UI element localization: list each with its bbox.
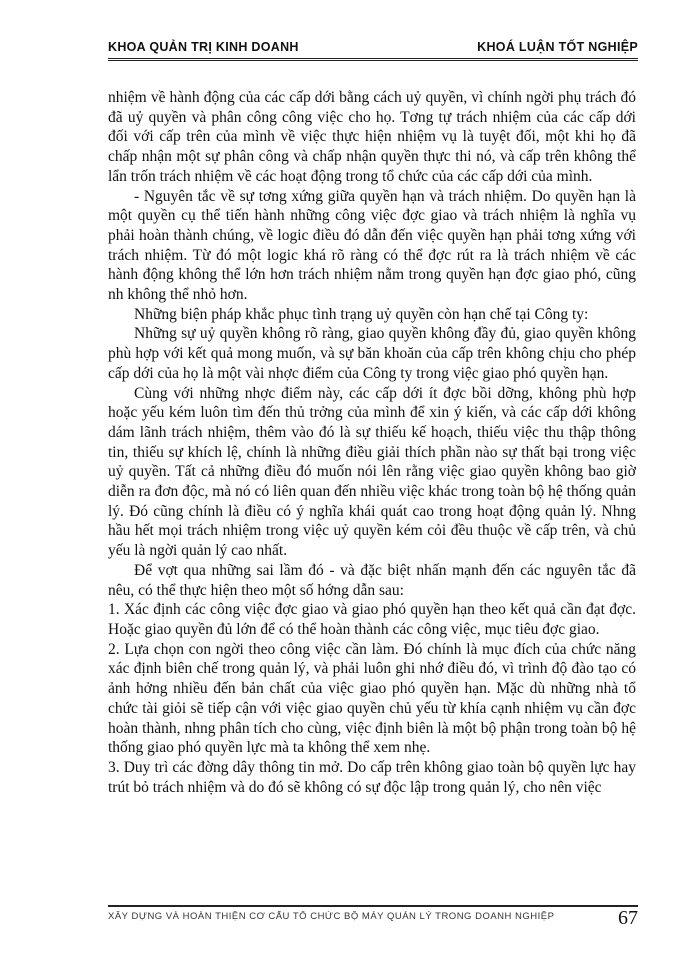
paragraph-4: Cùng với những nhợc điểm này, các cấp dới ít đợc bồi dỡng, không phù hợp hoặc yếu kém luôn tìm đến thủ trởng của mình để xin ý kiến, và các cấp dới không dám lãnh trách nhiệm, thêm vào đó là sự thiếu kế hoạch, thiếu việc thu thập thông tin, thiếu sự khích lệ, chính là những điều giải thích phần nào sự thất bại trong việc uỷ quyền. Tất cả những điều đó muốn nói lên rằng việc giao quyền không bao giờ diễn ra đơn độc, mà nó có liên quan đến nhiều việc khác trong toàn bộ hệ thống quản lý. Đó cũng chính là điều có ý nghĩa khái quát cao trong hoạt động quản lý. Nhng hầu hết mọi trách nhiệm trong việc uỷ quyền kém cỏi đều thuộc về cấp trên, và chủ yếu là ngời quản lý cao nhất.: [108, 384, 636, 560]
body-text: [108, 88, 636, 797]
list-item-1: 1. Xác định các công việc đợc giao và giao phó quyền hạn theo kết quả cần đạt đợc. Hoặc giao quyền đủ lớn để có thể hoàn thành các công việc, mục tiêu đợc giao.: [108, 601, 636, 638]
page-header: [108, 34, 638, 61]
header-faculty: KHOA QUẢN TRỊ KINH DOANH: [108, 40, 299, 54]
paragraph-5: Để vợt qua những sai lầm đó - và đặc biệt nhấn mạnh đến các nguyên tắc đã nêu, có thể thực hiện theo một số hớng dẫn sau:: [108, 561, 636, 599]
paragraph-3: Những sự uỷ quyền không rõ ràng, giao quyền không đầy đủ, giao quyền không phù hợp với kết quả mong muốn, và sự băn khoăn của cấp trên không chịu cho phép cấp dới của họ là một vài nhợc điểm của Công ty trong việc giao phó quyền hạn.: [108, 325, 636, 382]
header-thesis: KHOÁ LUẬN TỐT NGHIỆP: [477, 40, 638, 54]
list-item-3: 3. Duy trì các đờng dây thông tin mở. Do cấp trên không giao toàn bộ quyền lực hay trút bỏ trách nhiệm và do đó sẽ không có sự độc lập trong quản lý, cho nên việc: [108, 758, 636, 796]
paragraph-principle: - Nguyên tắc về sự tơng xứng giữa quyền hạn và trách nhiệm. Do quyền hạn là một quyền cụ thể tiến hành những công việc đợc giao và trách nhiệm là nghĩa vụ phải hoàn thành chúng, về logic điều đó dẫn đến việc quyền hạn phải tơng xứng với trách nhiệm. Từ đó một logic khá rõ ràng có thể đợc rút ra là trách nhiệm về các hành động không thể lớn hơn trách nhiệm nằm trong quyền hạn đợc giao phó, cũng nh không thể nhỏ hơn.: [108, 187, 636, 304]
paragraph-1: nhiệm về hành động của các cấp dới bằng cách uỷ quyền, vì chính ngời phụ trách đó đã uỷ quyền và phân công công việc cho họ. Tơng tự trách nhiệm của các cấp dới đối với cấp trên của mình về việc thực hiện nhiệm vụ là tuyệt đối, một khi họ đã chấp nhận một sự phân công và chấp nhận quyền thực thi nó, và cấp trên không thể lẩn trốn trách nhiệm về các hoạt động trong tổ chức của các cấp dới của mình.: [108, 89, 636, 185]
paragraph-measures-heading: Những biện pháp khắc phục tình trạng uỷ quyền còn hạn chế tại Công ty:: [134, 305, 589, 323]
page-number: 67: [618, 907, 638, 929]
list-item-2: 2. Lựa chọn con ngời theo công việc cần làm. Đó chính là mục đích của chức năng xác định biên chế trong quản lý, và phải luôn ghi nhớ điều đó, vì trình độ đào tạo có ảnh hởng nhiều đến bản chất của việc giao phó quyền hạn. Mặc dù những nhà tổ chức tài giỏi sẽ tiếp cận với việc giao quyền chủ yếu từ khía cạnh nhiệm vụ cần đợc hoàn thành, nhng phân tích cho cùng, việc định biên là một bộ phận trong toàn bộ hệ thống giao phó quyền lực mà ta không thể xem nhẹ.: [108, 640, 636, 757]
footer-title: XÂY DỰNG VÀ HOÀN THIỆN CƠ CẤU TỔ CHỨC BỘ MÁY QUẢN LÝ TRONG DOANH NGHIỆP: [108, 911, 555, 922]
page-footer: [108, 905, 638, 937]
